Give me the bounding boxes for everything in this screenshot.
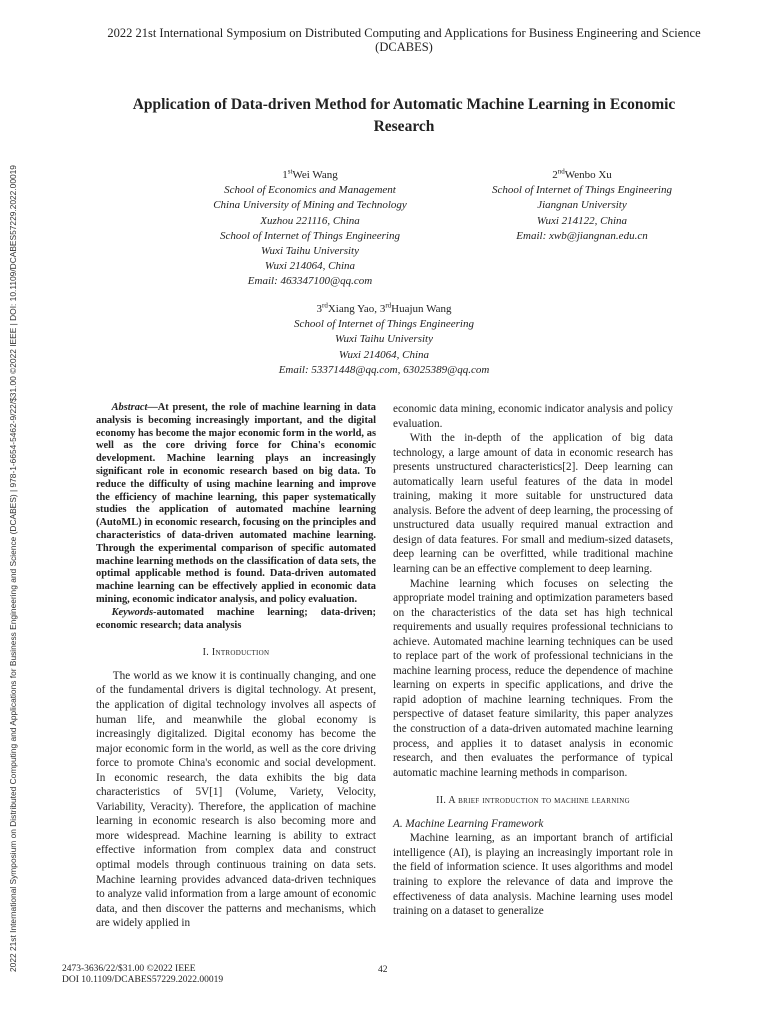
- author-2-affil: Wuxi 214122, China: [536, 214, 628, 227]
- author-3-name: 3rdXiang Yao, 3rdHuajun Wang: [316, 301, 452, 315]
- abstract: Abstract—At present, the role of machine learning in data analysis is becoming increasingly important, and the digital economy has become the major economic form in the world, as well as the core driving force for China's economic development. Machine learning plays an increasingly significant role in economic research based on big data. To reduce the difficulty of using machine learning and improve the efficiency of machine learning, this paper systematically studies the application of automated machine learning (AutoML) in economic research, focusing on the principles and characteristics of data-driven automated machine learning. Through the experimental comparison of specific automated machine learning methods on the classification of data sets, the optimal applicable method is found. Data-driven automated machine learning can be effectively applied in economic data mining, economic indicator analysis, and policy evaluation.: [96, 402, 376, 605]
- author-1-affil: Xuzhou 221116, China: [260, 214, 360, 227]
- author-2-email: Email: xwb@jiangnan.edu.cn: [516, 229, 648, 242]
- doi-sidebar: [8, 42, 24, 972]
- author-2-name: 2ndWenbo Xu: [552, 167, 612, 181]
- author-3-affil: Wuxi Taihu University: [335, 333, 433, 346]
- paragraph: Machine learning, as an important branch of artificial intelligence (AI), is playing an increasingly important role in the field of information science. It uses algorithms and model training to explore the relevance of data and improve the effectiveness of data analysis. Machine learning uses model training on a dataset to generalize: [393, 832, 673, 918]
- conference-header: [60, 26, 748, 54]
- intro-paragraph: The world as we know it is continually changing, and one of the fundamental drivers is digital technology. At present, the application of digital technology involves all aspects of human life, and meanwhile the global economy is increasingly digitalized. Digital economy has become the major economic form in the world, as well as the core driving force to promote China's economic and social development. In economic research, the data exhibits the big data characteristics of 5V[1] (Volume, Variety, Velocity, Variability, Veracity). Therefore, the application of machine learning in economic research is also becoming more and more widespread. Machine learning is ability to extract effective information from complex data and construct optimal models through continuous training on data sets. Machine learning provides advanced data-driven techniques to analyze valid information from a large amount of economic data, and then discover the patterns and mechanisms, which are widely applied in: [96, 669, 376, 930]
- paragraph: With the in-depth of the application of big data technology, a large amount of data in economic research has presents unstructured characteristics[2]. Deep learning can automatically learn useful features of the data in model training, making it more suitable for unstructured data analysis. Before the advent of deep learning, the processing of unstructured data usually required manual extraction and design of data features. For small and medium-sized datasets, deep learning can be overfitted, while traditional machine learning can be an effective complement to deep learning.: [393, 432, 673, 576]
- footer-doi: DOI 10.1109/DCABES57229.2022.00019: [62, 975, 224, 985]
- keywords: Keywords-automated machine learning; data-driven; economic research; data analysis: [96, 606, 376, 631]
- header-line-2: (DCABES): [375, 40, 433, 54]
- author-1-email: Email: 463347100@qq.com: [247, 275, 373, 288]
- right-column: [393, 402, 673, 919]
- author-1-name: 1stWei Wang: [282, 167, 338, 181]
- author-2-affil: Jiangnan University: [537, 199, 627, 212]
- paper-title: [60, 94, 748, 138]
- section-heading-ml: II. A brief introduction to machine learning: [436, 795, 630, 807]
- page-number: 42: [378, 965, 388, 975]
- author-3-affil: Wuxi 214064, China: [338, 348, 430, 361]
- author-2: [402, 168, 762, 244]
- author-3-affil: School of Internet of Things Engineering: [294, 318, 474, 331]
- footer-line-1: 2473-3636/22/$31.00 ©2022 IEEE: [62, 964, 196, 974]
- title-line-2: Research: [373, 118, 435, 135]
- author-1-affil: China University of Mining and Technology: [213, 199, 407, 212]
- author-3-email: Email: 53371448@qq.com, 63025389@qq.com: [278, 363, 490, 376]
- author-1-affil: Wuxi Taihu University: [261, 245, 359, 258]
- header-line-1: 2022 21st International Symposium on Distributed Computing and Applications for Business Engineering and Science: [107, 26, 701, 40]
- author-3: [184, 302, 584, 378]
- paragraph: economic data mining, economic indicator analysis and policy evaluation.: [393, 403, 673, 430]
- author-1-affil: School of Internet of Things Engineering: [220, 229, 400, 242]
- subsection-heading: A. Machine Learning Framework: [393, 817, 544, 830]
- copyright-footer: [62, 964, 223, 986]
- author-2-affil: School of Internet of Things Engineering: [492, 184, 672, 197]
- section-heading-introduction: I. Introduction: [202, 647, 270, 659]
- sidebar-text: 2022 21st International Symposium on Distributed Computing and Applications for Business Engineering and Science (DCABES) | 978-1-6654-5462-9/22/$31.00 ©2022 IEEE | DOI: 10.1109/DCABES57229.2022.00019: [8, 165, 18, 972]
- left-column: [96, 402, 376, 931]
- author-1-affil: School of Economics and Management: [224, 184, 396, 197]
- author-1-affil: Wuxi 214064, China: [264, 260, 356, 273]
- title-line-1: Application of Data-driven Method for Automatic Machine Learning in Economic: [132, 96, 676, 113]
- paragraph: Machine learning which focuses on selecting the appropriate model training and optimization parameters based on the characteristics of the data set has high technical requirements and usually requires professional technicians to achieve. Automated machine learning techniques can be used to replace part of the work of professional technicians in the machine learning process, reduce the dependence of machine learning on experts in specific applications, and drive the rapid adoption of machine learning techniques. From the perspective of dataset feature similarity, this paper analyzes the construction of a data-driven automated machine learning process, and applies it to dataset analysis in economic research, and then evaluates the performance of typical automatic machine learning methods in comparison.: [393, 577, 673, 779]
